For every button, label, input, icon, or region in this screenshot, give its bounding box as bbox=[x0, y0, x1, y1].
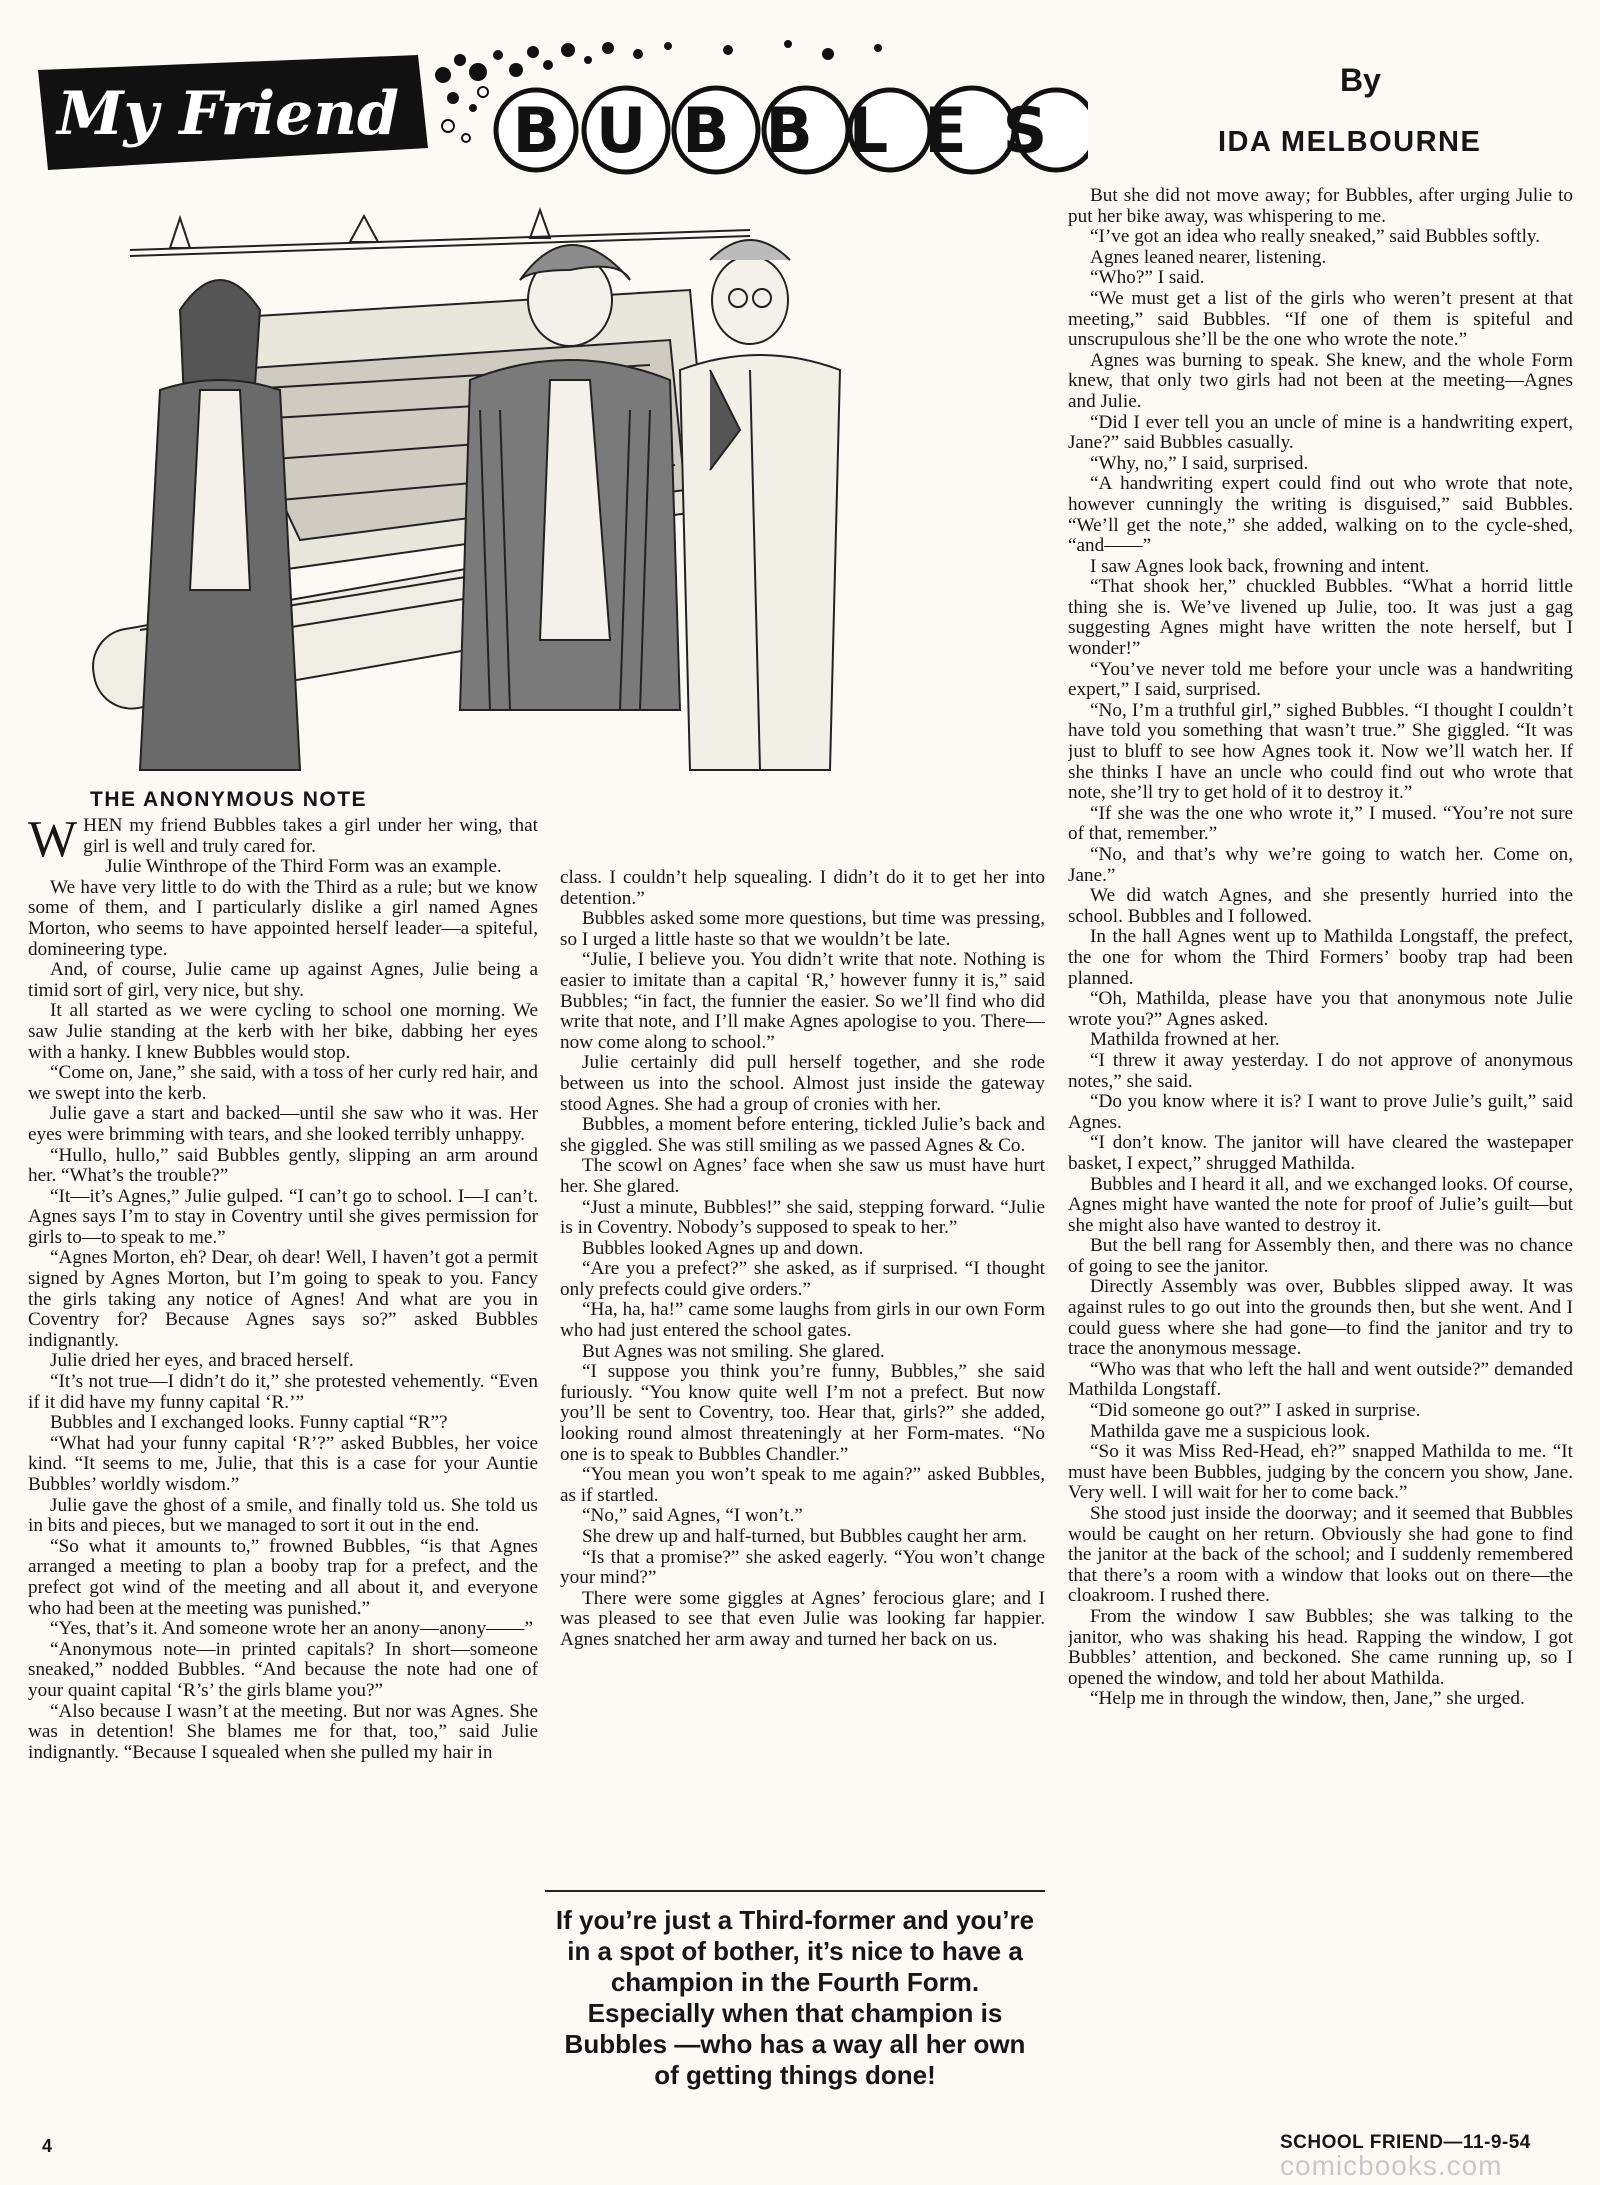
paragraph: Agnes leaned nearer, listening. bbox=[1090, 246, 1327, 268]
paragraph: Mathilda gave me a suspicious look. bbox=[1090, 1420, 1371, 1442]
title-bubbles: BUBBLES bbox=[512, 94, 1084, 167]
paragraph: class. I couldn’t help squealing. I didn’t do it to get her into detention.” bbox=[560, 868, 1045, 909]
title-script: My Friend bbox=[57, 79, 399, 149]
paragraph: “Hullo, hullo,” said Bubbles gently, slipping an arm around her. “What’s the trouble?” bbox=[28, 1144, 538, 1187]
article-column-2 bbox=[560, 868, 1045, 1878]
site-watermark: comicbooks.com bbox=[1280, 2150, 1503, 2181]
story-title-banner bbox=[28, 30, 1088, 180]
byline-author: IDA MELBOURNE bbox=[1218, 126, 1482, 158]
story-illustration bbox=[50, 190, 1060, 790]
paragraph: “A handwriting expert could find out who wrote that note, however cunningly the writing is disguised,” said Bubbles. “We’ll get the note,” she added, walking on to the cycle-shed, “and——” bbox=[1068, 473, 1573, 557]
paragraph: I saw Agnes look back, frowning and intent. bbox=[1090, 555, 1430, 577]
paragraph: “Did I ever tell you an uncle of mine is a handwriting expert, Jane?” said Bubbles casually. bbox=[1068, 411, 1573, 454]
illustration-drawing bbox=[50, 190, 1060, 790]
paragraph: “Ha, ha, ha!” came some laughs from girls in our own Form who had just entered the school gates. bbox=[560, 1299, 1045, 1342]
byline-by: By bbox=[1340, 62, 1381, 98]
paragraph: She stood just inside the doorway; and it seemed that Bubbles would be caught on her return. Obviously she had gone to find the janitor at the back of the school; and I suddenly remembered that there’s a room with a window that looks out on there—the cloakroom. I rushed there. bbox=[1068, 1503, 1573, 1607]
paragraph: We have very little to do with the Third as a rule; but we know some of them, and I particularly dislike a girl named Agnes Morton, who seems to have appointed herself leader—a spiteful, domineering type. bbox=[28, 876, 538, 960]
paragraph: “Why, no,” I said, surprised. bbox=[1090, 452, 1309, 474]
paragraph: “Did someone go out?” I asked in surprise. bbox=[1090, 1400, 1421, 1422]
paragraph: In the hall Agnes went up to Mathilda Longstaff, the prefect, the one for whom the Third Formers’ booby trap had been planned. bbox=[1068, 926, 1573, 989]
paragraph: Bubbles, a moment before entering, tickled Julie’s back and she giggled. She was still smiling as we passed Agnes & Co. bbox=[560, 1114, 1045, 1156]
paragraph: Directly Assembly was over, Bubbles slipped away. It was against rules to go out into the grounds then, but she went. And I could guess where she had gone—to find the janitor and try to trace the anonymous message. bbox=[1068, 1276, 1573, 1360]
paragraph: “What had your funny capital ‘R’?” asked Bubbles, her voice kind. “It seems to me, Julie, that this is a case for your Auntie Bubbles’ worldly wisdom.” bbox=[28, 1432, 538, 1495]
paragraph: “Anonymous note—in printed capitals? In short—someone sneaked,” nodded Bubbles. “And because the note had one of your quaint capital ‘R’s’ the girls blame you?” bbox=[28, 1638, 538, 1701]
magazine-issue-footer: SCHOOL FRIEND—11-9-54 bbox=[1280, 2132, 1531, 2153]
paragraph: Julie dried her eyes, and braced herself. bbox=[50, 1350, 354, 1372]
paragraph: “If she was the one who wrote it,” I mused. “You’re not sure of that, remember.” bbox=[1068, 802, 1573, 845]
paragraph: “Do you know where it is? I want to prove Julie’s guilt,” said Agnes. bbox=[1068, 1091, 1573, 1133]
paragraph: “Just a minute, Bubbles!” she said, stepping forward. “Julie is in Coventry. Nobody’s supposed to speak to her.” bbox=[560, 1196, 1045, 1239]
paragraph: From the window I saw Bubbles; she was talking to the janitor, who was shaking his head. Rapping the window, I got Bubbles’ attention, and beckoned. She came running up, so I opened the window, and told her about Mathilda. bbox=[1068, 1605, 1573, 1689]
paragraph: We did watch Agnes, and she presently hurried into the school. Bubbles and I followed. bbox=[1068, 885, 1573, 927]
paragraph: “No, and that’s why we’re going to watch her. Come on, Jane.” bbox=[1068, 844, 1573, 886]
paragraph: “Come on, Jane,” she said, with a toss of her curly red hair, and we swept into the kerb. bbox=[28, 1062, 538, 1104]
paragraph: “I suppose you think you’re funny, Bubbles,” she said furiously. “You know quite well I’m not a prefect. But now you’ll be sent to Coventry, too. Hear that, girls?” she added, looking round almost threateningly at her Form-mates. “No one is to speak to Bubbles Chandler.” bbox=[560, 1361, 1045, 1465]
paragraph: “Julie, I believe you. You didn’t write that note. Nothing is easier to imitate than a capital ‘R,’ however funny it is,” said Bubbles; “in fact, the funnier the easier. So we’ll find who did write that note, and I’ll make Agnes apologise to you. There—now come along to school.” bbox=[560, 949, 1045, 1053]
page-number: 4 bbox=[42, 2136, 53, 2156]
paragraph: “No,” said Agnes, “I won’t.” bbox=[582, 1505, 803, 1527]
paragraph: But she did not move away; for Bubbles, after urging Julie to put her bike away, was whispering to me. bbox=[1068, 186, 1573, 227]
paragraph: There were some giggles at Agnes’ ferocious glare; and I was pleased to see that even Julie was looking far happier. Agnes snatched her arm away and turned her back on us. bbox=[560, 1587, 1045, 1650]
paragraph: Mathilda frowned at her. bbox=[1090, 1029, 1280, 1051]
paragraph: She drew up and half-turned, but Bubbles caught her arm. bbox=[582, 1526, 1027, 1547]
paragraph: “Help me in through the window, then, Jane,” she urged. bbox=[1090, 1688, 1525, 1710]
paragraph: “Yes, that’s it. And someone wrote her an anony—anony——” bbox=[50, 1618, 533, 1640]
paragraph: “You mean you won’t speak to me again?” asked Bubbles, as if startled. bbox=[560, 1464, 1045, 1506]
paragraph: And, of course, Julie came up against Agnes, Julie being a timid sort of girl, very nice, but shy. bbox=[28, 959, 538, 1001]
paragraph: “It—it’s Agnes,” Julie gulped. “I can’t go to school. I—I can’t. Agnes says I’m to stay in Coventry until she gives permission for girls to—to speak to me.” bbox=[28, 1185, 538, 1248]
paragraph: “I’ve got an idea who really sneaked,” said Bubbles softly. bbox=[1090, 226, 1541, 248]
paragraph: The scowl on Agnes’ face when she saw us must have hurt her. She glared. bbox=[560, 1155, 1045, 1197]
paragraph: Bubbles and I heard it all, and we exchanged looks. Of course, Agnes might have wanted the note for proof of Julie’s guilt—but she might also have wanted to destroy it. bbox=[1068, 1173, 1573, 1236]
paragraph: “I don’t know. The janitor will have cleared the wastepaper basket, I expect,” shrugged Mathilda. bbox=[1068, 1132, 1573, 1174]
paragraph: “We must get a list of the girls who weren’t present at that meeting,” said Bubbles. “If one of them is spiteful and unscrupulous she’ll be the one who wrote the note.” bbox=[1068, 287, 1573, 351]
callout-blurb: If you’re just a Third-former and you’re in a spot of bother, it’s nice to have a champion in the Fourth Form. Especially when that champion is Bubbles —who has a way all her own of getting things done! bbox=[555, 1905, 1035, 2090]
paragraph: But the bell rang for Assembly then, and there was no chance of going to see the janitor. bbox=[1068, 1235, 1573, 1277]
paragraph: “No, I’m a truthful girl,” sighed Bubbles. “I thought I couldn’t have told you something that wasn’t true.” She giggled. “It was just to bluff to see how Agnes took it. Now we’ll watch her. If she thinks I have an uncle who could find out who wrote that note, she’ll try to get hold of it to destroy it.” bbox=[1068, 699, 1573, 804]
paragraph: HEN my friend Bubbles takes a girl under her wing, that girl is well and truly cared for. bbox=[83, 816, 538, 857]
article-column-1 bbox=[28, 816, 538, 2121]
paragraph: “You’ve never told me before your uncle was a handwriting expert,” I said, surprised. bbox=[1068, 658, 1573, 701]
paragraph: It all started as we were cycling to school one morning. We saw Julie standing at the kerb with her bike, dabbing her eyes with a hanky. I knew Bubbles would stop. bbox=[28, 1000, 538, 1063]
paragraph: “Oh, Mathilda, please have you that anonymous note Julie wrote you?” Agnes asked. bbox=[1068, 988, 1573, 1030]
callout-divider bbox=[545, 1890, 1045, 1892]
paragraph: Bubbles and I exchanged looks. Funny captial “R”? bbox=[50, 1412, 448, 1434]
paragraph: “Agnes Morton, eh? Dear, oh dear! Well, I haven’t got a permit signed by Agnes Morton, but I’m going to speak to you. Fancy the girls taking any notice of Agnes! And what are you in Coventry for? Because Agnes says so?” asked Bubbles indignantly. bbox=[28, 1247, 538, 1351]
paragraph: “So what it amounts to,” frowned Bubbles, “is that Agnes arranged a meeting to plan a booby trap for a prefect, and the prefect got wind of the meeting and all about it, and everyone who had been at the meeting was punished.” bbox=[28, 1535, 538, 1619]
paragraph: “Are you a prefect?” she asked, as if surprised. “I thought only prefects could give orders.” bbox=[560, 1258, 1045, 1300]
article-column-3 bbox=[1068, 186, 1573, 2121]
paragraph: “Is that a promise?” she asked eagerly. “You won’t change your mind?” bbox=[560, 1546, 1045, 1589]
paragraph: “That shook her,” chuckled Bubbles. “What a horrid little thing she is. We’ve livened up Julie, too. It was just a gag suggesting Agnes might have written the note herself, but I wonder!” bbox=[1068, 576, 1573, 660]
paragraph: “So it was Miss Red-Head, eh?” snapped Mathilda to me. “It must have been Bubbles, judging by the concern you show, Jane. Very well. I will wait for her to come back.” bbox=[1068, 1441, 1573, 1504]
paragraph: Agnes was burning to speak. She knew, and the whole Form knew, that only two girls had not been at the meeting—Agnes and Julie. bbox=[1068, 349, 1573, 412]
paragraph: “I threw it away yesterday. I do not approve of anonymous notes,” she said. bbox=[1068, 1049, 1573, 1092]
paragraph: “Who?” I said. bbox=[1090, 267, 1205, 289]
paragraph: But Agnes was not smiling. She glared. bbox=[582, 1340, 885, 1362]
paragraph: “Who was that who left the hall and went outside?” demanded Mathilda Longstaff. bbox=[1068, 1358, 1573, 1401]
paragraph: “It’s not true—I didn’t do it,” she protested vehemently. “Even if it did have my funny capital ‘R.’” bbox=[28, 1371, 538, 1413]
paragraph: “Also because I wasn’t at the meeting. But nor was Agnes. She was in detention! She blames me for that, too,” said Julie indignantly. “Because I squealed when she pulled my hair in bbox=[28, 1700, 538, 1763]
paragraph: Julie Winthrope of the Third Form was an example. bbox=[105, 856, 502, 878]
drop-cap: W bbox=[28, 816, 78, 868]
paragraph: Julie certainly did pull herself together, and she rode between us into the school. Almost just inside the gateway stood Agnes. She had a group of cronies with her. bbox=[560, 1052, 1045, 1115]
section-heading: THE ANONYMOUS NOTE bbox=[90, 788, 368, 811]
paragraph: Bubbles asked some more questions, but time was pressing, so I urged a little haste so that we wouldn’t be late. bbox=[560, 908, 1045, 950]
title-art bbox=[28, 30, 1088, 180]
paragraph: Bubbles looked Agnes up and down. bbox=[582, 1237, 864, 1259]
paragraph: Julie gave the ghost of a smile, and finally told us. She told us in bits and pieces, but we managed to sort it out in the end. bbox=[28, 1494, 538, 1537]
paragraph: Julie gave a start and backed—until she saw who it was. Her eyes were brimming with tears, and she looked terribly unhappy. bbox=[28, 1103, 538, 1145]
